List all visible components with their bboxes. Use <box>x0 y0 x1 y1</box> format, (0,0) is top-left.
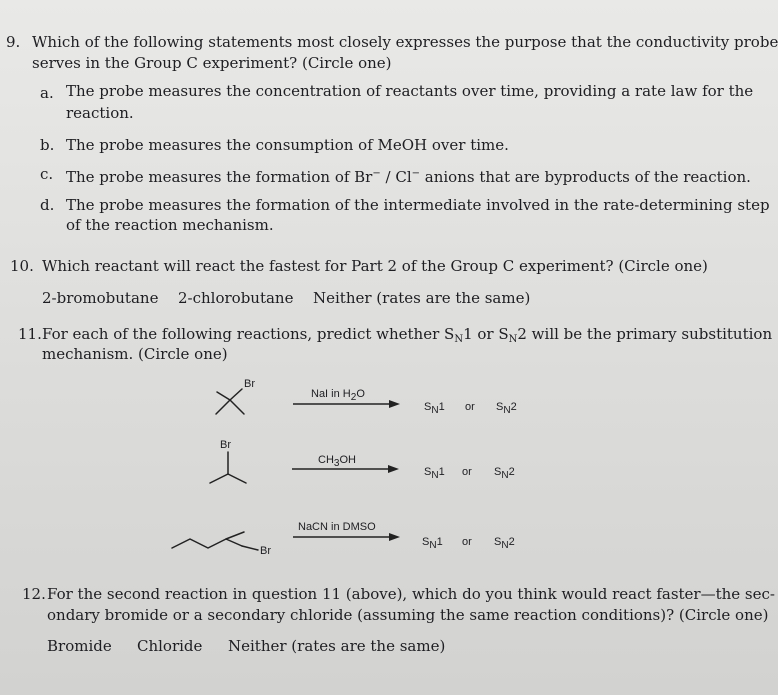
q9-question-line1: Which of the following statements most closely expresses the purpose that the conductivity probe <box>32 33 778 51</box>
q9-question-line2: serves in the Group C experiment? (Circle one) <box>32 54 392 72</box>
reaction2-substituent: Br <box>220 439 231 451</box>
reaction1-sn2-post: 2 <box>510 401 517 413</box>
q9-option-b-text[interactable]: The probe measures the consumption of MeOH over time. <box>66 136 509 154</box>
reaction3-sn1-sub: N <box>429 540 437 551</box>
q11-sub1: N <box>454 334 464 345</box>
q12-option-chloride[interactable]: Chloride <box>137 637 203 655</box>
reaction1-substituent: Br <box>244 378 255 390</box>
reaction3-or: or <box>462 536 472 548</box>
reaction2-sn2-post: 2 <box>508 466 515 478</box>
reaction1-arrow <box>293 399 403 409</box>
reaction3-sn2-post: 2 <box>508 536 515 548</box>
reaction1-sn1-s: S <box>424 401 432 413</box>
q12-number: 12. <box>22 585 46 603</box>
reaction2-structure <box>202 450 262 485</box>
reaction2-sn1-sub: N <box>431 470 439 481</box>
reaction1-sn2-sub: N <box>503 405 511 416</box>
q10-option-2-chlorobutane[interactable]: 2-chlorobutane <box>178 289 294 307</box>
q12-option-bromide[interactable]: Bromide <box>47 637 112 655</box>
q9-option-a-label[interactable]: a. <box>40 84 54 102</box>
q9-option-c-post: anions that are byproducts of the reaction. <box>420 168 751 186</box>
reaction2-or: or <box>462 466 472 478</box>
q9-option-c-mid: / Cl <box>380 168 412 186</box>
reaction3-sn1-post: 1 <box>436 536 443 548</box>
reaction1-reagent-pre: NaI in H <box>311 388 351 400</box>
reaction2-sn2-choice[interactable] <box>494 463 515 485</box>
q9-option-d-line2[interactable]: of the reaction mechanism. <box>66 216 274 234</box>
reaction3-sn2-s: S <box>494 536 502 548</box>
reaction2-reagent-post: OH <box>339 454 356 466</box>
q9-option-c-sup1: − <box>372 168 381 179</box>
reaction3-sn1-choice[interactable] <box>422 533 443 555</box>
reaction2-sn1-post: 1 <box>438 466 445 478</box>
q10-question: Which reactant will react the fastest for Part 2 of the Group C experiment? (Circle one) <box>42 257 708 275</box>
q9-option-d-label[interactable]: d. <box>40 196 55 214</box>
q9-option-c-sup2: − <box>411 168 421 179</box>
reaction3-sn2-sub: N <box>501 540 509 551</box>
q9-option-b-label[interactable]: b. <box>40 136 55 154</box>
q9-option-d-line1[interactable]: The probe measures the formation of the intermediate involved in the rate-determining step <box>66 196 770 214</box>
reaction1-sn2-s: S <box>496 401 504 413</box>
q11-number: 11. <box>18 325 42 343</box>
reaction3-substituent: Br <box>260 545 271 557</box>
q10-option-2-bromobutane[interactable]: 2-bromobutane <box>42 289 159 307</box>
reaction1-sn1-choice[interactable] <box>424 398 445 420</box>
reaction3-sn1-s: S <box>422 536 430 548</box>
reaction1-reagent-post: O <box>356 388 365 400</box>
q11-pre: For each of the following reactions, predict whether S <box>42 325 455 343</box>
reaction1-sn1-sub: N <box>431 405 439 416</box>
reaction2-reagent-pre: CH <box>318 454 334 466</box>
q9-option-c-pre: The probe measures the formation of Br <box>66 168 373 186</box>
q9-option-a-line2[interactable]: reaction. <box>66 104 134 122</box>
q12-question-line1: For the second reaction in question 11 (above), which do you think would react faster—the sec- <box>47 585 775 603</box>
reaction1-reagent-sub: 2 <box>350 392 357 403</box>
q12-question-line2: ondary bromide or a secondary chloride (assuming the same reaction conditions)? (Circle one) <box>47 606 769 624</box>
q11-mid1: 1 or S <box>463 325 509 343</box>
reaction2-sn2-sub: N <box>501 470 509 481</box>
reaction3-reagent-pre: NaCN in DMSO <box>298 521 376 533</box>
reaction1-or: or <box>465 401 475 413</box>
reaction2-reagent-sub: 3 <box>333 458 340 469</box>
reaction2-arrow <box>292 464 402 474</box>
reaction3-arrow <box>293 532 403 542</box>
q10-option-neither[interactable]: Neither (rates are the same) <box>313 289 531 307</box>
q10-number: 10. <box>10 257 34 275</box>
q11-question-line2: mechanism. (Circle one) <box>42 345 228 363</box>
reaction2-sn1-choice[interactable] <box>424 463 445 485</box>
reaction3-sn2-choice[interactable] <box>494 533 515 555</box>
reaction1-sn1-post: 1 <box>438 401 445 413</box>
q9-option-c-label[interactable]: c. <box>40 165 54 183</box>
reaction2-sn1-s: S <box>424 466 432 478</box>
reaction3-structure <box>170 528 260 558</box>
q9-number: 9. <box>6 33 21 51</box>
q9-option-c-text[interactable] <box>66 165 751 186</box>
reaction1-sn2-choice[interactable] <box>496 398 517 420</box>
q11-sub2: N <box>508 334 518 345</box>
q11-post: 2 will be the primary substitution <box>517 325 773 343</box>
q9-option-a-line1[interactable]: The probe measures the concentration of reactants over time, providing a rate law for the <box>66 82 754 100</box>
q12-option-neither[interactable]: Neither (rates are the same) <box>228 637 446 655</box>
reaction2-sn2-s: S <box>494 466 502 478</box>
